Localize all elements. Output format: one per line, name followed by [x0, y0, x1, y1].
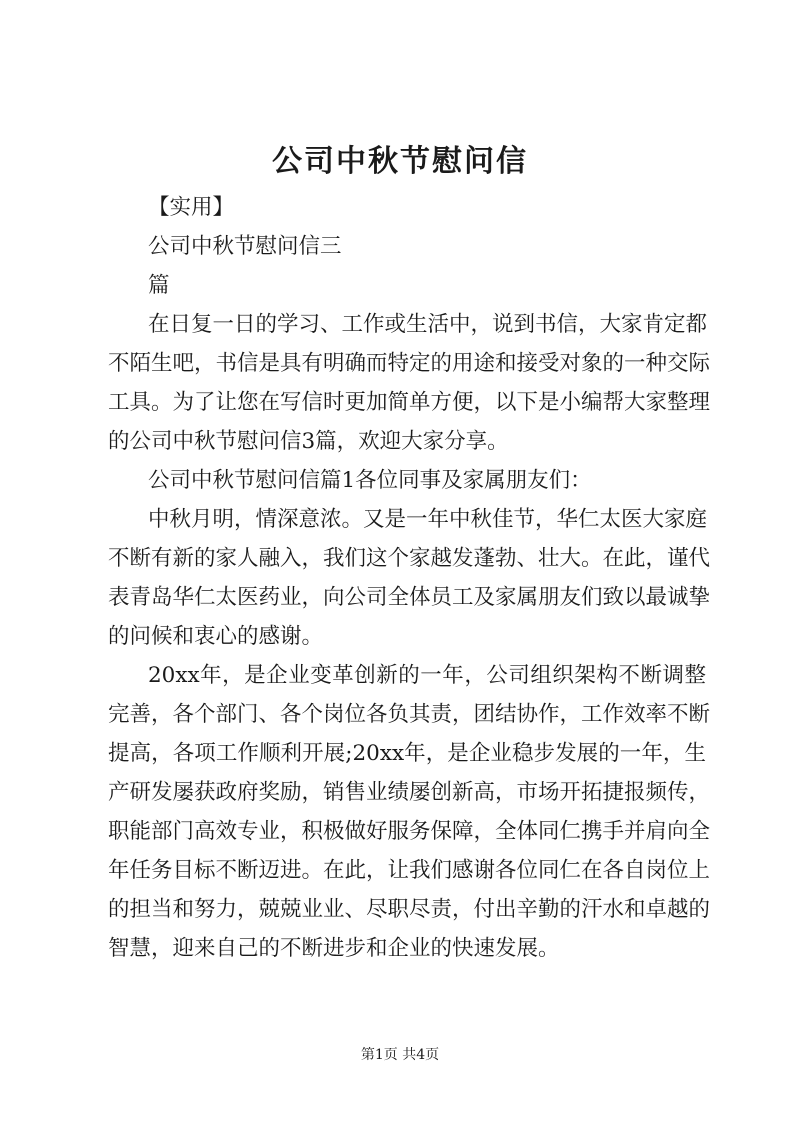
text-line: 年任务目标不断迈进。在此，让我们感谢各位同仁在各自岗位上: [108, 858, 711, 883]
paragraph: [108, 656, 711, 968]
text-line: 提高，各项工作顺利开展;20xx年，是企业稳步发展的一年，生: [108, 741, 706, 766]
text-line: 工具。为了让您在写信时更加简单方便，以下是小编帮大家整理: [108, 390, 711, 415]
text-line: 不陌生吧，书信是具有明确而特定的用途和接受对象的一种交际: [108, 351, 711, 376]
text-line: 【实用】: [148, 195, 235, 220]
text-line: 公司中秋节慰问信篇1各位同事及家属朋友们：: [148, 468, 592, 493]
text-line: 的担当和努力，兢兢业业、尽职尽责，付出辛勤的汗水和卓越的: [108, 897, 711, 922]
paragraph: [108, 305, 711, 461]
text-line: 在日复一日的学习、工作或生活中，说到书信，大家肯定都: [148, 312, 708, 337]
paragraph: [108, 227, 706, 266]
text-line: 智慧，迎来自己的不断进步和企业的快速发展。: [108, 936, 560, 961]
document-title: 公司中秋节慰问信: [272, 144, 528, 179]
text-line: 中秋月明，情深意浓。又是一年中秋佳节，华仁太医大家庭: [148, 507, 708, 532]
text-line: 表青岛华仁太医药业，向公司全体员工及家属朋友们致以最诚挚: [108, 585, 711, 610]
text-line: 20xx年，是企业变革创新的一年，公司组织架构不断调整: [148, 663, 706, 688]
paragraph: [108, 188, 706, 227]
text-line: 公司中秋节慰问信三: [148, 234, 342, 259]
page-footer: 第1页 共4页: [360, 1047, 440, 1063]
document-body: [108, 188, 711, 968]
paragraph: [108, 461, 706, 500]
text-line: 不断有新的家人融入，我们这个家越发蓬勃、壮大。在此，谨代: [108, 546, 711, 571]
paragraph: [108, 500, 711, 656]
paragraph: [108, 266, 706, 305]
text-line: 完善，各个部门、各个岗位各负其责，团结协作，工作效率不断: [108, 702, 711, 727]
text-line: 职能部门高效专业，积极做好服务保障，全体同仁携手并肩向全: [108, 819, 711, 844]
text-line: 的问候和衷心的感谢。: [108, 624, 324, 649]
text-line: 篇: [148, 273, 170, 298]
text-line: 产研发屡获政府奖励，销售业绩屡创新高，市场开拓捷报频传，: [108, 780, 711, 805]
text-line: 的公司中秋节慰问信3篇，欢迎大家分享。: [108, 429, 509, 454]
